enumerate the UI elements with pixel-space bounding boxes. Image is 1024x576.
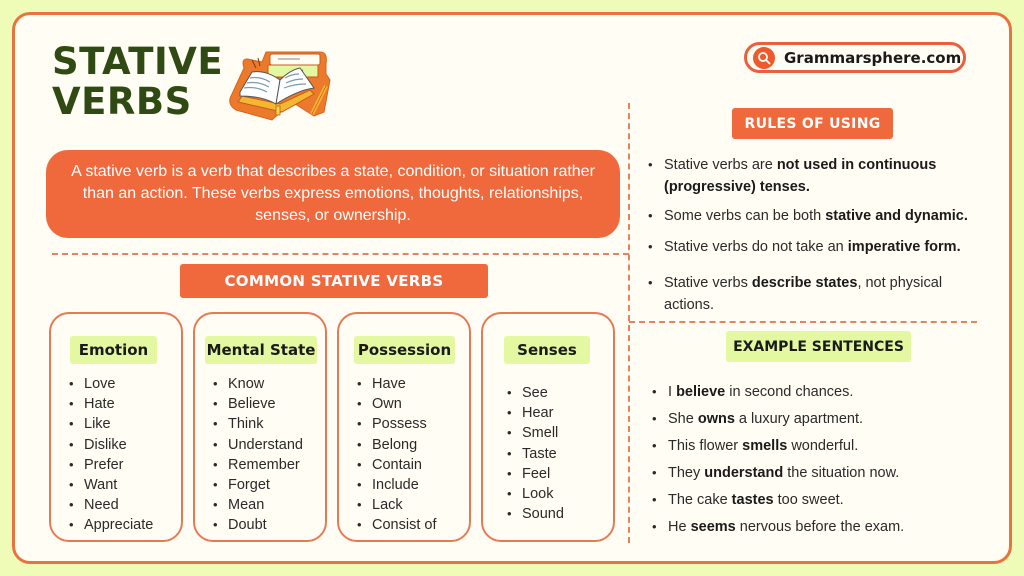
common-verbs-heading: COMMON STATIVE VERBS [180,264,488,298]
list-item: • Doubt [213,515,303,535]
title-line-1: STATIVE [52,40,224,83]
list-item: • Dislike [69,435,153,455]
examples-heading: EXAMPLE SENTENCES [726,331,911,362]
category-card-senses [481,312,615,542]
divider-vertical [628,103,630,543]
rule-item: • Stative verbs are not used in continuous (progressive) tenses. [648,154,988,198]
definition-box [46,150,620,238]
example-item: • I believe in second chances. [652,382,982,402]
category-label: Mental State [205,336,317,364]
list-item: • Prefer [69,455,153,475]
list-item: • Need [69,495,153,515]
divider-right-horizontal [629,321,977,323]
list-item: • Sound [507,504,564,524]
rules-heading: RULES OF USING [732,108,893,139]
list-item: • Remember [213,455,303,475]
list-item: • Lack [357,495,436,515]
list-item: • Taste [507,444,564,464]
divider-left-horizontal [52,253,629,255]
list-item: • Consist of [357,515,436,535]
site-name: Grammarsphere.com [784,48,962,67]
list-item: • Hate [69,394,153,414]
example-item: • The cake tastes too sweet. [652,490,982,510]
site-badge[interactable] [744,42,966,73]
list-item: • Own [357,394,436,414]
list-item: • Smell [507,423,564,443]
list-item: • Love [69,374,153,394]
list-item: • Mean [213,495,303,515]
rule-item: • Some verbs can be both stative and dynamic. [648,205,988,227]
list-item: • Understand [213,435,303,455]
open-book-icon [222,46,334,124]
definition-text: A stative verb is a verb that describes a state, condition, or situation rather than an action. These verbs express emotions, thoughts, relationships, senses, or ownership. [71,163,595,224]
list-item: • Belong [357,435,436,455]
category-label: Emotion [70,336,157,364]
list-item: • Feel [507,464,564,484]
list-item: • Hear [507,403,564,423]
rule-item: • Stative verbs describe states, not physical actions. [648,272,968,316]
search-icon [753,47,775,69]
list-item: • See [507,383,564,403]
category-card-possession [337,312,471,542]
verb-list [213,374,303,536]
category-card-mental-state [193,312,327,542]
rule-item: • Stative verbs do not take an imperative form. [648,236,988,258]
verb-list [69,374,153,536]
example-item: • They understand the situation now. [652,463,982,483]
list-item: • Contain [357,455,436,475]
list-item: • Want [69,475,153,495]
verb-list [507,383,564,524]
example-item: • This flower smells wonderful. [652,436,982,456]
list-item: • Like [69,414,153,434]
category-card-emotion [49,312,183,542]
title-line-2: VERBS [52,80,192,123]
list-item: • Possess [357,414,436,434]
list-item: • Think [213,414,303,434]
list-item: • Appreciate [69,515,153,535]
verb-list [357,374,436,536]
example-item: • She owns a luxury apartment. [652,409,982,429]
category-label: Senses [504,336,590,364]
list-item: • Include [357,475,436,495]
list-item: • Forget [213,475,303,495]
list-item: • Look [507,484,564,504]
page-title [52,42,223,122]
list-item: • Believe [213,394,303,414]
example-item: • He seems nervous before the exam. [652,517,982,537]
list-item: • Have [357,374,436,394]
category-label: Possession [354,336,455,364]
list-item: • Know [213,374,303,394]
